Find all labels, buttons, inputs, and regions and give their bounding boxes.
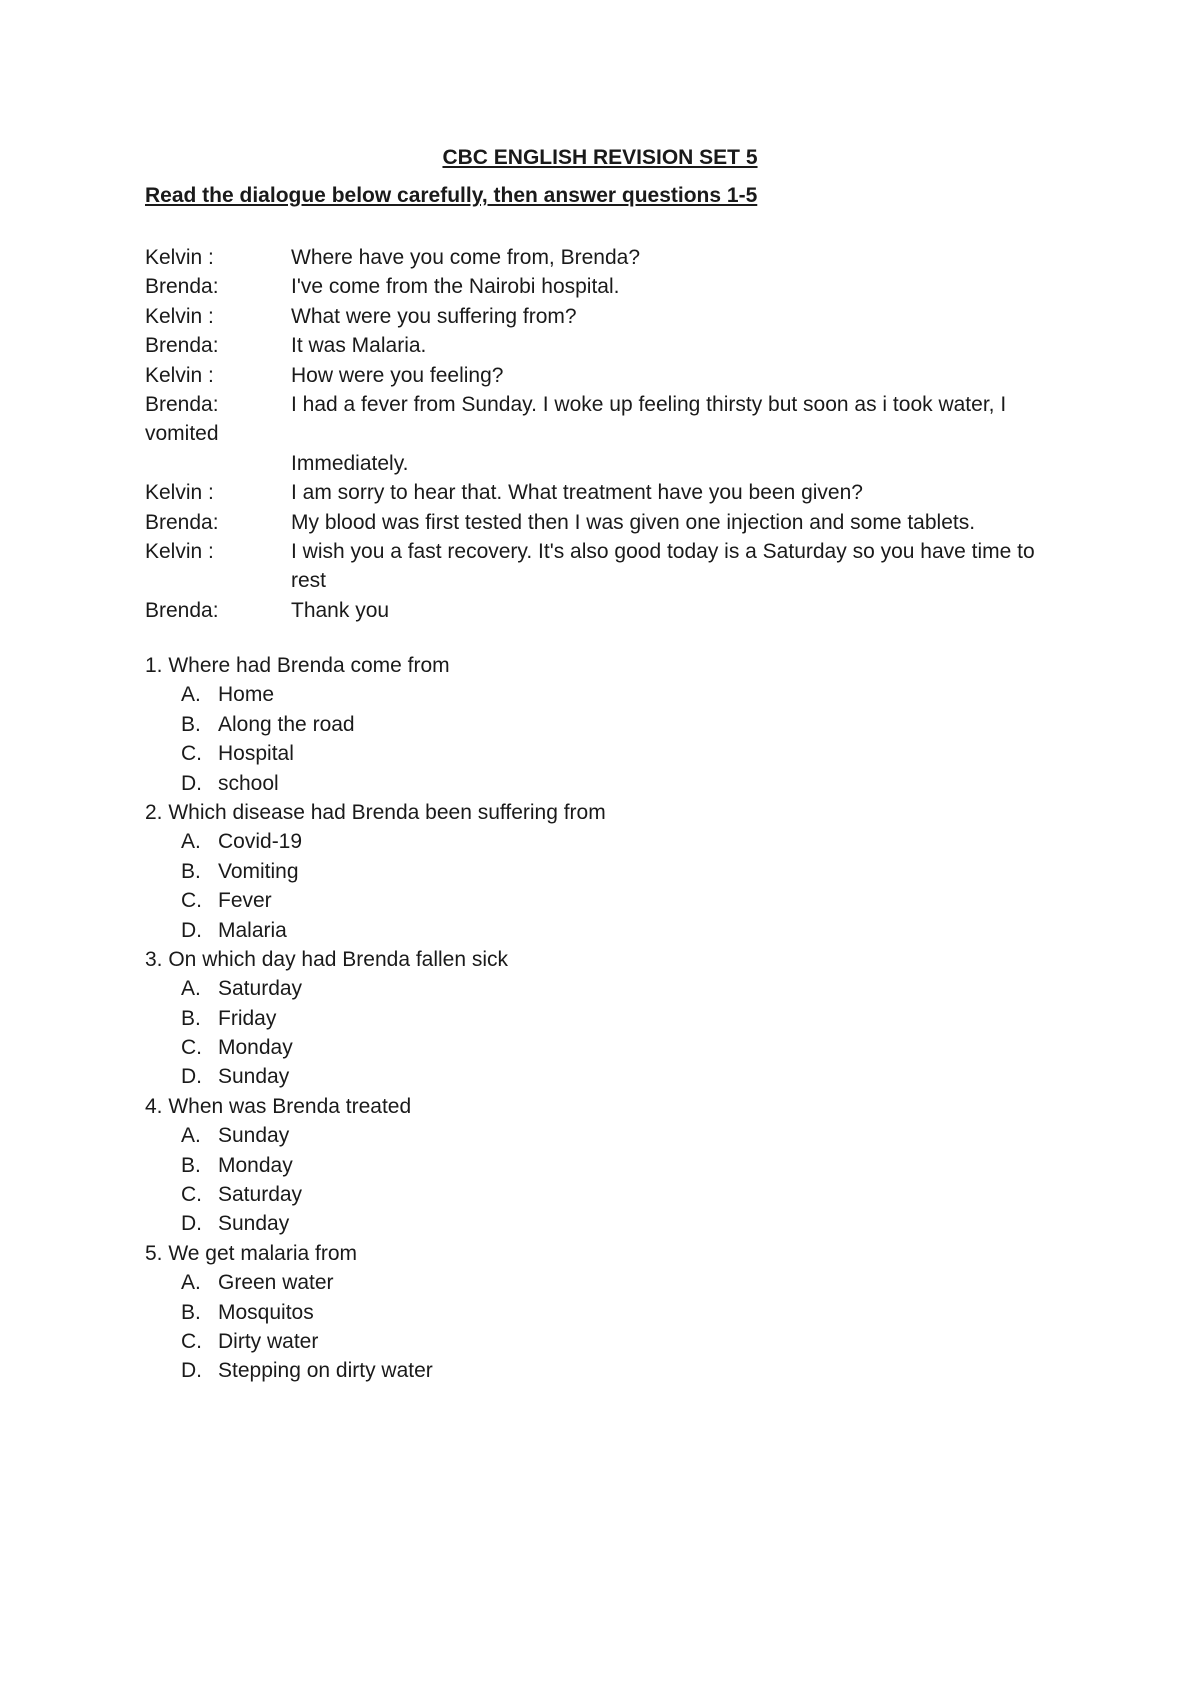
dialogue-line [145, 361, 1090, 390]
answer-option [145, 1180, 606, 1209]
dialogue-line [145, 331, 1090, 360]
dialogue-speech: I am sorry to hear that. What treatment have you been given? [291, 481, 863, 505]
option-text: Sunday [218, 1212, 290, 1236]
question-text: 3. On which day had Brenda fallen sick [145, 947, 509, 971]
answer-option [145, 1298, 606, 1327]
answer-option [145, 769, 606, 798]
question-text: 1. Where had Brenda come from [145, 654, 450, 677]
option-text: Monday [218, 1153, 293, 1177]
option-text: Saturday [218, 1183, 303, 1207]
dialogue-speech: I wish you a fast recovery. It's also good today is a Saturday so you have time to [291, 539, 1035, 563]
option-letter: B. [181, 1006, 201, 1030]
dialogue-line [145, 243, 1090, 272]
dialogue-line [145, 449, 1090, 478]
option-text: Covid-19 [218, 830, 303, 854]
option-letter: B. [181, 859, 201, 883]
dialogue-speaker: Kelvin : [145, 304, 214, 328]
question-text: 2. Which disease had Brenda been suffering from [145, 800, 606, 824]
option-letter: A. [181, 1271, 201, 1295]
option-letter: D. [181, 1359, 202, 1383]
dialogue-speaker: Kelvin : [145, 481, 214, 505]
dialogue-speech: rest [291, 569, 327, 593]
dialogue-speaker: Kelvin : [145, 246, 214, 269]
option-letter: A. [181, 977, 201, 1001]
answer-option [145, 1151, 606, 1180]
option-text: Dirty water [218, 1329, 319, 1353]
option-letter: C. [181, 1183, 202, 1207]
document-title: CBC ENGLISH REVISION SET 5 [442, 146, 758, 169]
option-text: Friday [218, 1006, 277, 1030]
dialogue-line [145, 302, 1090, 331]
option-letter: D. [181, 918, 202, 942]
dialogue-speech: How were you feeling? [291, 363, 504, 387]
option-text: Sunday [218, 1124, 290, 1148]
option-text: Malaria [218, 918, 287, 942]
dialogue-speaker: Brenda: [145, 598, 219, 622]
dialogue-speaker: Brenda: [145, 510, 219, 534]
option-text: Fever [218, 889, 272, 913]
option-text: Hospital [218, 742, 294, 766]
answer-option [145, 1062, 606, 1091]
dialogue-speech: What were you suffering from? [291, 304, 577, 328]
option-letter: D. [181, 1212, 202, 1236]
option-letter: A. [181, 830, 201, 854]
option-letter: A. [181, 683, 201, 707]
answer-option [145, 710, 606, 739]
dialogue-line [145, 566, 1090, 595]
option-letter: C. [181, 1036, 202, 1060]
dialogue-line [145, 419, 1090, 448]
answer-option [145, 1327, 606, 1356]
dialogue-line [145, 537, 1090, 566]
dialogue-speaker: Kelvin : [145, 363, 214, 387]
option-text: Sunday [218, 1065, 290, 1089]
answer-option [145, 1209, 606, 1238]
dialogue-speech: My blood was first tested then I was given one injection and some tablets. [291, 510, 976, 534]
instruction-heading: Read the dialogue below carefully, then answer questions 1-5 [145, 184, 758, 207]
question-text: 4. When was Brenda treated [145, 1094, 412, 1118]
dialogue-speech: Immediately. [291, 451, 409, 475]
option-text: Saturday [218, 977, 303, 1001]
dialogue-line [145, 390, 1090, 419]
question-text: 5. We get malaria from [145, 1241, 358, 1265]
answer-option [145, 1004, 606, 1033]
dialogue-line [145, 596, 1090, 625]
dialogue-speaker: vomited [145, 422, 219, 446]
answer-option [145, 1356, 606, 1385]
option-letter: A. [181, 1124, 201, 1148]
dialogue-speech: I've come from the Nairobi hospital. [291, 275, 620, 299]
dialogue-speaker: Brenda: [145, 334, 219, 358]
option-text: Green water [218, 1271, 334, 1295]
option-letter: C. [181, 742, 202, 766]
dialogue-line [145, 508, 1090, 537]
dialogue-speech: I had a fever from Sunday. I woke up feeling thirsty but soon as i took water, I [291, 392, 1007, 416]
answer-option [145, 827, 606, 856]
answer-option [145, 916, 606, 945]
answer-option [145, 974, 606, 1003]
dialogue [145, 243, 1090, 625]
dialogue-speaker: Kelvin : [145, 539, 214, 563]
answer-option [145, 1033, 606, 1062]
answer-option [145, 857, 606, 886]
dialogue-speaker: Brenda: [145, 275, 219, 299]
option-text: Along the road [218, 712, 355, 736]
dialogue-speaker: Brenda: [145, 392, 219, 416]
answer-option [145, 1268, 606, 1297]
answer-option [145, 886, 606, 915]
option-text: Stepping on dirty water [218, 1359, 433, 1383]
questions-list [145, 651, 606, 1386]
dialogue-line [145, 478, 1090, 507]
option-letter: C. [181, 1329, 202, 1353]
option-letter: B. [181, 1153, 201, 1177]
option-text: Mosquitos [218, 1300, 314, 1324]
option-letter: D. [181, 771, 202, 795]
dialogue-speech: Thank you [291, 598, 390, 622]
dialogue-speech: Where have you come from, Brenda? [291, 246, 641, 269]
dialogue-speech: It was Malaria. [291, 334, 427, 358]
option-text: Monday [218, 1036, 293, 1060]
option-letter: B. [181, 712, 201, 736]
dialogue-line [145, 272, 1090, 301]
option-letter: C. [181, 889, 202, 913]
answer-option [145, 1121, 606, 1150]
option-letter: B. [181, 1300, 201, 1324]
option-text: school [218, 771, 279, 795]
answer-option [145, 680, 606, 709]
option-text: Home [218, 683, 275, 707]
option-text: Vomiting [218, 859, 299, 883]
answer-option [145, 739, 606, 768]
option-letter: D. [181, 1065, 202, 1089]
